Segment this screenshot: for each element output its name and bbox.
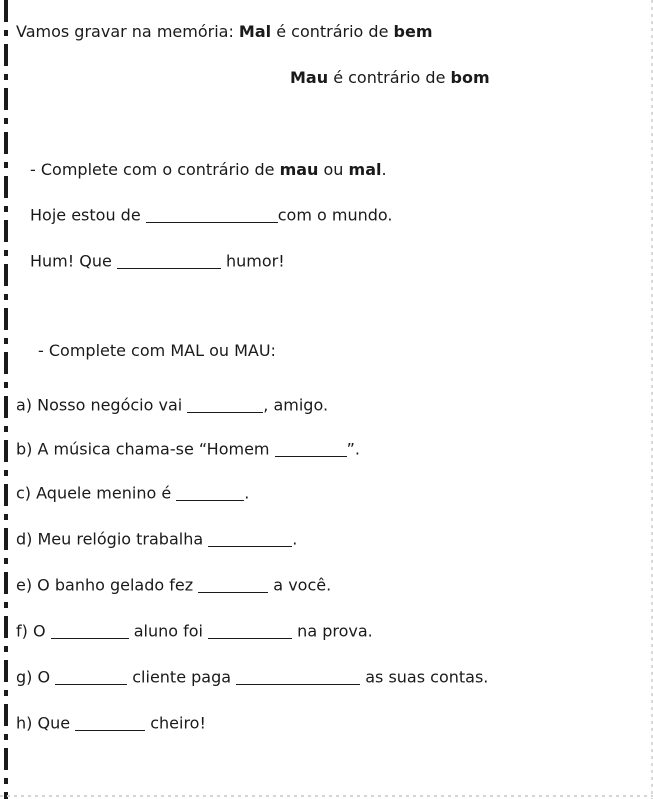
exercise-item-c: c) Aquele menino é . <box>16 483 250 503</box>
answer-blank[interactable] <box>51 622 129 639</box>
section1-question-1: Hoje estou de com o mundo. <box>30 205 393 225</box>
answer-blank[interactable] <box>198 576 268 593</box>
section1-instruction: - Complete com o contrário de mau ou mal. <box>30 160 387 179</box>
answer-blank[interactable] <box>208 622 292 639</box>
answer-blank[interactable] <box>176 484 244 501</box>
answer-blank[interactable] <box>236 668 360 685</box>
exercise-item-h: h) Que cheiro! <box>16 713 206 733</box>
answer-blank[interactable] <box>146 206 278 223</box>
left-dashed-border <box>4 0 8 799</box>
exercise-item-d: d) Meu relógio trabalha . <box>16 529 298 549</box>
intro-line-2: Mau é contrário de bom <box>290 68 490 87</box>
answer-blank[interactable] <box>75 714 145 731</box>
exercise-item-a: a) Nosso negócio vai , amigo. <box>16 395 329 415</box>
section1-question-2: Hum! Que humor! <box>30 251 285 271</box>
answer-blank[interactable] <box>187 396 263 413</box>
bottom-dotted-border <box>0 795 653 797</box>
exercise-item-g: g) O cliente paga as suas contas. <box>16 667 489 687</box>
section2-instruction: - Complete com MAL ou MAU: <box>38 341 276 360</box>
exercise-item-b: b) A música chama-se “Homem ”. <box>16 439 360 459</box>
answer-blank[interactable] <box>275 440 347 457</box>
intro-line-1: Vamos gravar na memória: Mal é contrário de bem <box>16 22 433 41</box>
exercise-item-e: e) O banho gelado fez a você. <box>16 575 332 595</box>
answer-blank[interactable] <box>117 252 221 269</box>
answer-blank[interactable] <box>55 668 127 685</box>
exercise-item-f: f) O aluno foi na prova. <box>16 621 373 641</box>
answer-blank[interactable] <box>208 530 292 547</box>
